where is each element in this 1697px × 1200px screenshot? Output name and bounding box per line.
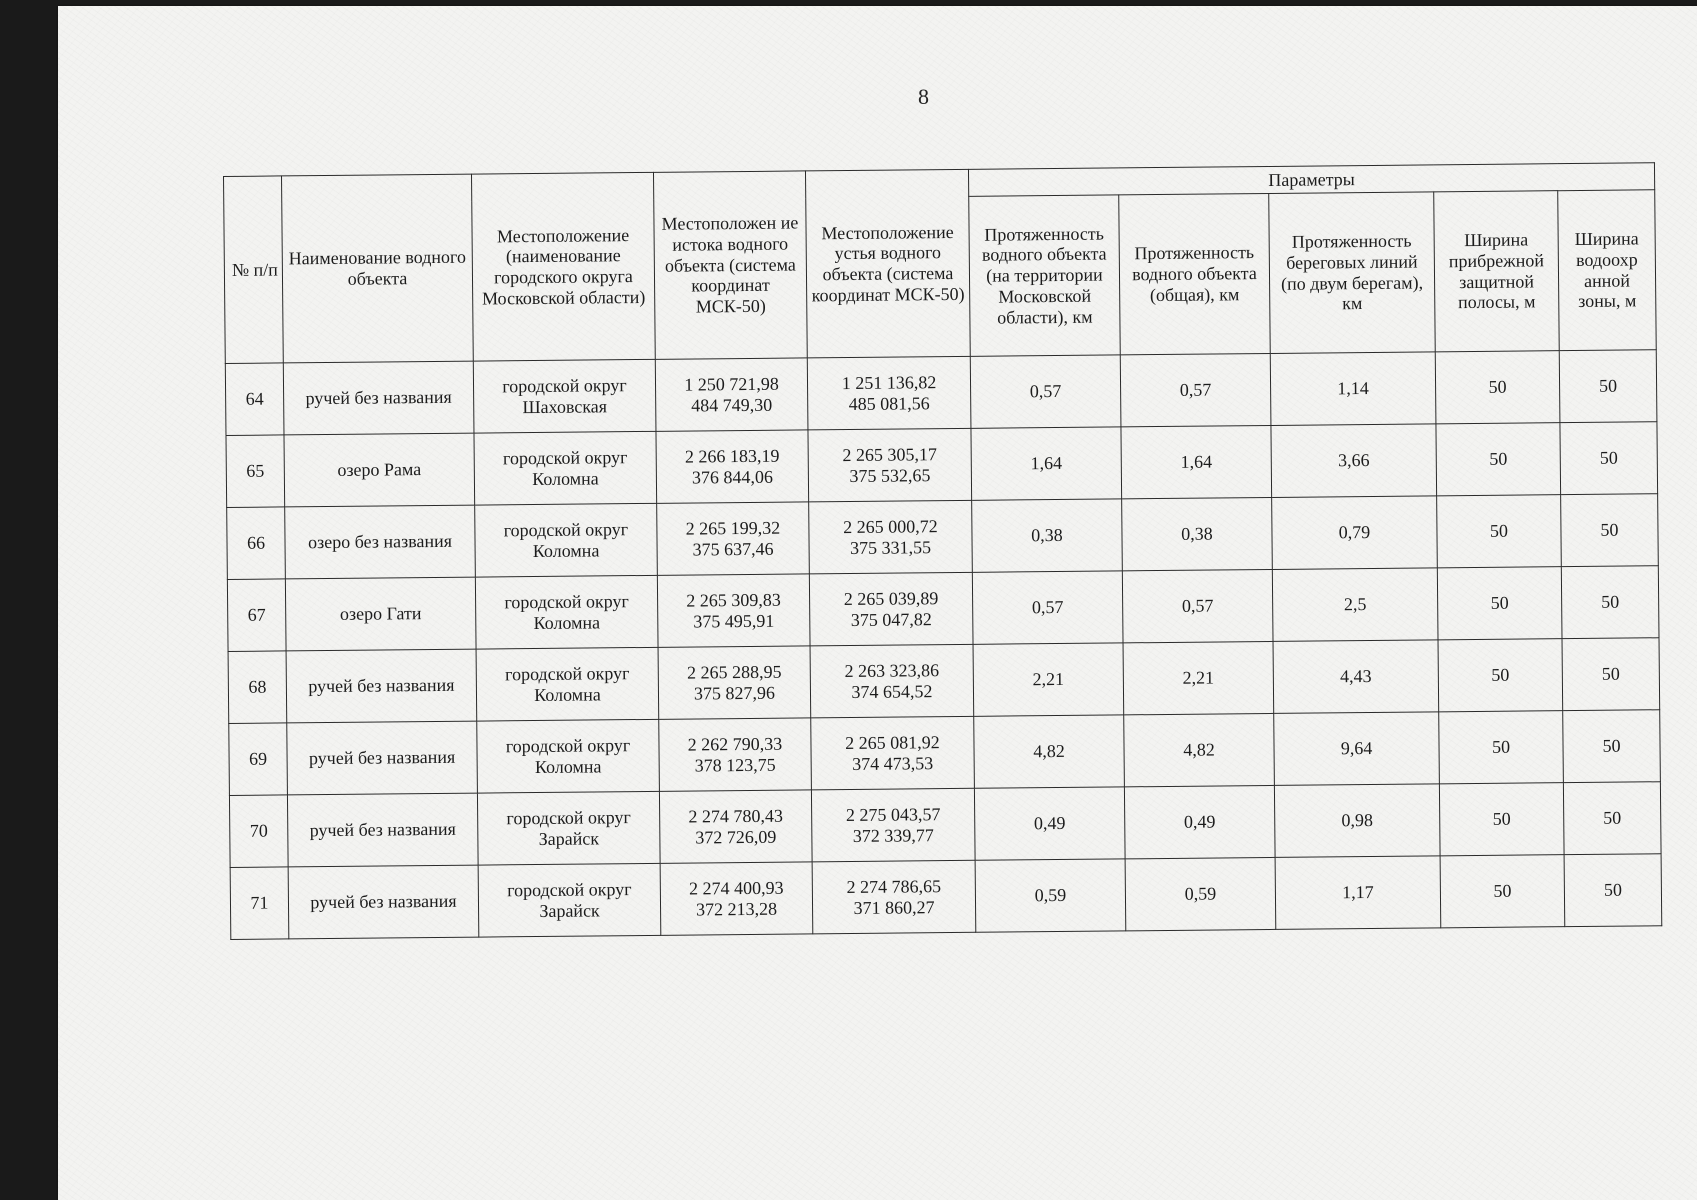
table-header [224, 163, 1657, 364]
table-row [227, 494, 1659, 580]
location-line-1: городской округ [506, 806, 631, 829]
water-objects-table-wrapper [223, 162, 1662, 940]
water-object-name: озеро без названия [285, 505, 476, 579]
length-moscow-cell: 0,59 [975, 859, 1126, 932]
mouth-coord-y: 374 654,52 [851, 680, 933, 702]
row-number: 71 [230, 867, 289, 940]
location-line-1: городской округ [503, 518, 629, 541]
table-row [226, 422, 1658, 508]
location-cell [477, 719, 660, 793]
shoreline-cell: 1,14 [1270, 352, 1436, 426]
location-line-1: городской округ [505, 734, 631, 757]
water-zone-cell: 50 [1564, 854, 1662, 927]
shoreline-cell: 0,98 [1274, 784, 1440, 858]
table-row [230, 854, 1662, 940]
row-number: 70 [229, 795, 288, 868]
coastal-strip-cell: 50 [1438, 639, 1563, 712]
length-moscow-cell: 0,38 [972, 499, 1123, 572]
source-coord-x: 2 265 309,83 [686, 589, 781, 611]
location-line-2: Зарайск [539, 899, 600, 921]
location-cell [475, 503, 658, 577]
length-moscow-cell: 0,57 [970, 355, 1121, 428]
length-moscow-cell: 4,82 [974, 715, 1125, 788]
row-number: 67 [227, 579, 286, 652]
table-row [229, 782, 1661, 868]
row-number: 65 [226, 435, 285, 508]
location-cell [477, 791, 660, 865]
mouth-coord-y: 375 532,65 [849, 464, 931, 486]
coastal-strip-cell: 50 [1439, 783, 1564, 856]
water-object-name: ручей без названия [288, 865, 479, 939]
water-object-name: озеро Гати [285, 577, 476, 651]
shoreline-cell: 1,17 [1275, 856, 1441, 930]
header-length-moscow: Протяженность водного объекта (на территории Московской области), км [969, 195, 1121, 356]
mouth-coords-cell [811, 788, 975, 862]
table-row [229, 710, 1661, 796]
water-objects-table [223, 162, 1662, 940]
water-zone-cell: 50 [1561, 494, 1659, 567]
coastal-strip-cell: 50 [1437, 567, 1562, 640]
mouth-coord-y: 375 331,55 [849, 536, 932, 558]
location-cell [474, 431, 657, 505]
length-total-cell: 1,64 [1121, 425, 1272, 498]
source-coords-cell [658, 646, 811, 719]
source-coord-x: 2 274 780,43 [688, 805, 784, 827]
row-number: 69 [229, 723, 288, 796]
mouth-coords-cell [809, 500, 973, 574]
table-row [228, 638, 1660, 724]
water-object-name: ручей без названия [287, 721, 478, 795]
source-coord-y: 376 844,06 [691, 466, 774, 488]
document-page [58, 6, 1697, 1200]
shoreline-cell: 3,66 [1271, 424, 1437, 498]
source-coord-x: 2 265 199,32 [685, 517, 781, 539]
table-row [227, 566, 1659, 652]
location-line-1: городской округ [502, 446, 628, 469]
mouth-coord-x: 2 274 786,65 [846, 875, 942, 897]
mouth-coords-cell [812, 860, 976, 934]
source-coords-cell [656, 430, 809, 503]
row-number: 64 [225, 363, 284, 436]
water-zone-cell: 50 [1563, 782, 1661, 855]
mouth-coord-x: 2 263 323,86 [844, 659, 940, 681]
source-coord-y: 375 827,96 [693, 682, 776, 704]
location-line-2: Коломна [532, 467, 599, 489]
length-total-cell: 0,57 [1122, 569, 1273, 642]
header-source: Местоположен ие истока водного объекта (система координат МСК-50) [653, 171, 807, 359]
water-zone-cell: 50 [1561, 566, 1659, 639]
location-line-2: Коломна [532, 539, 600, 561]
header-parameters: Параметры [968, 163, 1654, 197]
source-coord-y: 372 213,28 [695, 898, 778, 919]
source-coords-cell [657, 574, 810, 647]
location-line-1: городской округ [502, 374, 627, 397]
header-coastal-strip: Ширина прибрежной защитной полосы, м [1434, 191, 1560, 352]
header-num: № п/п [224, 176, 284, 364]
location-line-2: Шаховская [522, 395, 608, 417]
mouth-coord-x: 2 265 305,17 [842, 443, 938, 465]
header-length-total: Протяженность водного объекта (общая), км [1119, 193, 1271, 354]
location-line-2: Коломна [533, 611, 601, 633]
length-total-cell: 0,38 [1122, 497, 1273, 570]
length-moscow-cell: 1,64 [971, 427, 1122, 500]
water-object-name: озеро Рама [284, 433, 475, 507]
coastal-strip-cell: 50 [1435, 351, 1560, 424]
mouth-coord-y: 485 081,56 [848, 392, 930, 414]
coastal-strip-cell: 50 [1437, 495, 1562, 568]
shoreline-cell: 9,64 [1274, 712, 1440, 786]
page-number: 8 [918, 84, 929, 109]
location-line-1: городской округ [504, 590, 629, 613]
length-total-cell: 2,21 [1123, 641, 1274, 714]
water-object-name: ручей без названия [283, 361, 474, 435]
source-coord-y: 375 495,91 [693, 610, 775, 632]
row-number: 68 [228, 651, 287, 724]
header-shoreline: Протяженность береговых линий (по двум берегам), км [1269, 192, 1436, 354]
header-mouth: Местоположение устья водного объекта (система координат МСК-50) [805, 169, 970, 358]
source-coord-y: 372 726,09 [695, 826, 777, 847]
water-zone-cell: 50 [1559, 350, 1657, 423]
mouth-coords-cell [808, 428, 972, 502]
length-total-cell: 0,49 [1124, 785, 1275, 858]
coastal-strip-cell: 50 [1436, 423, 1561, 496]
source-coord-y: 484 749,30 [691, 394, 773, 416]
length-moscow-cell: 0,57 [972, 571, 1123, 644]
shoreline-cell: 4,43 [1273, 640, 1439, 714]
length-moscow-cell: 0,49 [974, 787, 1125, 860]
length-total-cell: 4,82 [1124, 713, 1275, 786]
mouth-coord-y: 372 339,77 [852, 824, 934, 846]
source-coord-x: 2 265 288,95 [686, 661, 782, 683]
table-body [225, 350, 1661, 940]
location-cell [475, 575, 658, 649]
source-coord-x: 2 274 400,93 [689, 877, 784, 899]
mouth-coord-x: 2 265 000,72 [843, 515, 938, 537]
water-zone-cell: 50 [1562, 638, 1660, 711]
length-total-cell: 0,57 [1120, 353, 1271, 426]
mouth-coord-y: 375 047,82 [850, 608, 932, 630]
coastal-strip-cell: 50 [1439, 711, 1564, 784]
source-coords-cell [660, 862, 813, 935]
header-location: Местоположение (наименование городского округа Московской области) [471, 172, 655, 361]
location-cell [476, 647, 659, 721]
mouth-coord-x: 2 265 081,92 [845, 731, 940, 753]
mouth-coords-cell [810, 644, 974, 718]
location-line-1: городской округ [507, 878, 632, 901]
water-zone-cell: 50 [1560, 422, 1658, 495]
location-cell [473, 359, 656, 433]
source-coords-cell [659, 790, 812, 863]
shoreline-cell: 0,79 [1272, 496, 1438, 570]
mouth-coords-cell [809, 572, 973, 646]
location-line-2: Зарайск [538, 827, 600, 849]
water-zone-cell: 50 [1563, 710, 1661, 783]
row-number: 66 [227, 507, 286, 580]
mouth-coord-x: 2 275 043,57 [845, 803, 941, 825]
length-moscow-cell: 2,21 [973, 643, 1124, 716]
table-row [225, 350, 1657, 436]
length-total-cell: 0,59 [1125, 857, 1276, 930]
mouth-coord-x: 2 265 039,89 [843, 587, 939, 609]
coastal-strip-cell: 50 [1440, 855, 1565, 928]
source-coords-cell [659, 718, 812, 791]
mouth-coord-y: 374 473,53 [852, 752, 934, 774]
location-line-1: городской округ [504, 662, 630, 685]
mouth-coord-x: 1 251 136,82 [841, 371, 937, 393]
location-line-2: Коломна [534, 755, 602, 777]
source-coord-x: 2 266 183,19 [684, 445, 780, 467]
source-coord-x: 1 250 721,98 [684, 373, 779, 395]
source-coord-y: 378 123,75 [694, 754, 776, 775]
source-coords-cell [657, 502, 810, 575]
source-coords-cell [655, 358, 808, 431]
shoreline-cell: 2,5 [1272, 568, 1438, 642]
header-name: Наименование водного объекта [282, 174, 474, 363]
water-object-name: ручей без названия [286, 649, 477, 723]
source-coord-x: 2 262 790,33 [687, 733, 783, 755]
location-line-2: Коломна [534, 683, 601, 705]
mouth-coords-cell [807, 356, 971, 430]
source-coord-y: 375 637,46 [692, 538, 774, 560]
mouth-coords-cell [811, 716, 975, 790]
mouth-coord-y: 371 860,27 [853, 896, 935, 918]
water-object-name: ручей без названия [287, 793, 478, 867]
header-water-zone: Ширина водоохр анной зоны, м [1558, 190, 1657, 351]
location-cell [478, 863, 661, 937]
